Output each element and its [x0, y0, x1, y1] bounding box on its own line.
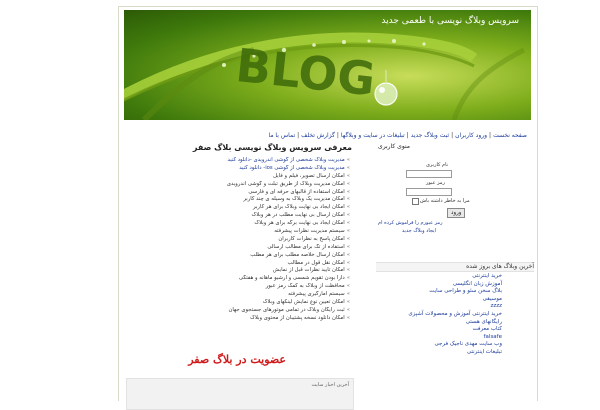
- intro-title: معرفی سرویس وبلاگ نویسی بلاگ صفر: [192, 143, 352, 152]
- bullet-icon: »: [346, 299, 350, 306]
- list-item: »دارا بودن تقویم شمسی و آرشیو ماهانه و هفتگی: [238, 275, 350, 282]
- list-item[interactable]: »مدیریت وبلاگ شخصی از گوشی ios- دانلود کنید: [239, 164, 350, 171]
- recent-blogs-list: [392, 273, 502, 357]
- top-navigation: [222, 132, 528, 139]
- list-item: »امکان نقل قول در مطالب: [287, 259, 350, 266]
- nav-separator: |: [336, 132, 339, 139]
- list-item: »امکان ارسال خلاصه مطلب برای هر مطلب: [250, 251, 350, 258]
- bullet-icon: »: [346, 172, 350, 179]
- recent-blog-link[interactable]: کتاب معرفت: [472, 326, 502, 333]
- nav-item-login[interactable]: ورود کاربران: [455, 132, 488, 139]
- list-item: »امکان تایید نظرات قبل از نمایش: [272, 267, 350, 274]
- nav-item-home[interactable]: صفحه نخست: [493, 132, 527, 139]
- list-item: »سیستم مدیریت نظرات پیشرفته: [274, 228, 350, 235]
- nav-separator: |: [489, 132, 492, 139]
- svg-text:BLOG: BLOG: [233, 38, 378, 107]
- recent-blog-link[interactable]: خرید اینترنتی: [472, 273, 502, 279]
- bullet-icon: »: [346, 314, 350, 321]
- list-item[interactable]: »مدیریت وبلاگ شخصی از گوشی اندرویدی -دانلود کنید: [227, 157, 350, 163]
- bullet-icon: »: [346, 251, 350, 258]
- nav-separator: |: [451, 132, 454, 139]
- recent-blog-link[interactable]: بلاگ سخن سئو و طراحی سایت: [429, 288, 502, 295]
- username-label: نام کاربری: [426, 162, 448, 168]
- create-blog-link[interactable]: ایجاد وبلاگ جدید: [402, 228, 436, 234]
- recent-blog-link[interactable]: موسیقی: [482, 295, 502, 302]
- list-item: »محافظت از وبلاگ به کمک رمز عبور: [265, 283, 350, 290]
- list-item: »استفاده از تگ برای مطالب ارسالی: [267, 243, 350, 250]
- list-item: »امکان ایجاد بی نهایت برگه برای هر وبلاگ: [254, 220, 350, 227]
- recent-blog-link[interactable]: falsafe: [483, 333, 502, 340]
- remember-label: مرا به خاطر داشته باش: [420, 198, 470, 204]
- forgot-password-link[interactable]: رمز عبورم را فراموش کرده ام: [378, 220, 443, 226]
- list-item: »امکان ارسال تصویر، فیلم و فایل: [273, 172, 350, 179]
- bullet-icon: »: [346, 212, 350, 219]
- recent-blog-link[interactable]: خرید اینترنتی آموزش و محصولات آشپزی: [408, 310, 502, 317]
- login-form: [378, 152, 478, 240]
- news-box: [126, 378, 354, 410]
- login-button[interactable]: ورود: [447, 208, 465, 218]
- recent-blog-link[interactable]: رایگانهای هستی: [465, 318, 502, 325]
- bullet-icon: »: [346, 306, 350, 313]
- recent-blogs-title: آخرین وبلاگ های بروز شده: [376, 262, 534, 272]
- remember-checkbox[interactable]: [412, 198, 419, 205]
- bullet-icon: »: [346, 188, 350, 195]
- bullet-icon: »: [346, 291, 350, 298]
- recent-blog-link[interactable]: تبلیغات اینترنتی: [466, 348, 502, 355]
- bullet-icon: »: [346, 157, 350, 163]
- list-item: »امکان استفاده از قالبهای حرفه ای و فارسی: [248, 188, 350, 195]
- bullet-icon: »: [346, 180, 350, 187]
- list-item: »امکان مدیریت وبلاگ از طریق تبلت و گوشی اندرویدی: [226, 180, 350, 187]
- blog-logo: [124, 10, 531, 120]
- nav-item-contact[interactable]: تماس با ما: [268, 132, 296, 139]
- site-title[interactable]: سرویس وبلاگ نویسی با طعمی جدید: [381, 16, 519, 26]
- bullet-icon: »: [346, 243, 350, 250]
- username-input[interactable]: [406, 170, 452, 178]
- list-item: »سیستم آمارگیری پیشرفته: [288, 291, 350, 298]
- recent-blog-link[interactable]: وب سایت مهدی ناجیک فرجی: [434, 341, 502, 348]
- feature-list: [180, 157, 350, 323]
- bullet-icon: »: [346, 164, 350, 171]
- nav-item-register[interactable]: ثبت وبلاگ جدید: [410, 132, 450, 139]
- list-item: »امکان پاسخ به نظرات کاربران: [278, 235, 350, 242]
- bullet-icon: »: [346, 259, 350, 266]
- bullet-icon: »: [346, 228, 350, 235]
- nav-separator: |: [297, 132, 300, 139]
- password-input[interactable]: [406, 188, 452, 196]
- membership-title[interactable]: عضویت در بلاگ صفر: [188, 353, 286, 366]
- news-title: آخرین اخبار سایت: [311, 382, 349, 388]
- list-item: »امکان تعیین نوع نمایش لینکهای وبلاگ: [262, 299, 350, 306]
- list-item: »امکان مدیریت یک وبلاگ به وسیله ی چند کاربر: [243, 196, 350, 203]
- password-label: رمز عبور: [426, 180, 445, 186]
- bullet-icon: »: [346, 220, 350, 227]
- bullet-icon: »: [346, 275, 350, 282]
- list-item: »امکان ارسال بی نهایت مطلب در هر وبلاگ: [251, 212, 350, 219]
- recent-blog-link[interactable]: zzzz: [490, 303, 502, 310]
- bullet-icon: »: [346, 267, 350, 274]
- bullet-icon: »: [346, 235, 350, 242]
- recent-blog-link[interactable]: آموزش زبان انگلیسی: [452, 280, 502, 287]
- nav-item-ads[interactable]: تبلیغات در سایت و وبلاگها: [340, 132, 405, 139]
- list-item: »ثبت رایگان وبلاگ در تمامی موتورهای جستجوی جهان: [228, 306, 350, 313]
- nav-separator: |: [406, 132, 409, 139]
- user-menu-title: منوی کاربری: [378, 143, 410, 150]
- nav-item-report[interactable]: گزارش تخلف: [301, 132, 335, 139]
- bullet-icon: »: [346, 196, 350, 203]
- bullet-icon: »: [346, 204, 350, 211]
- bullet-icon: »: [346, 283, 350, 290]
- header-banner: [124, 10, 531, 120]
- list-item: »امکان ایجاد بی نهایت وبلاگ برای هر کاربر: [253, 204, 350, 211]
- list-item: »امکان دانلود نسخه پشتیبان از محتوی وبلاگ: [250, 314, 350, 321]
